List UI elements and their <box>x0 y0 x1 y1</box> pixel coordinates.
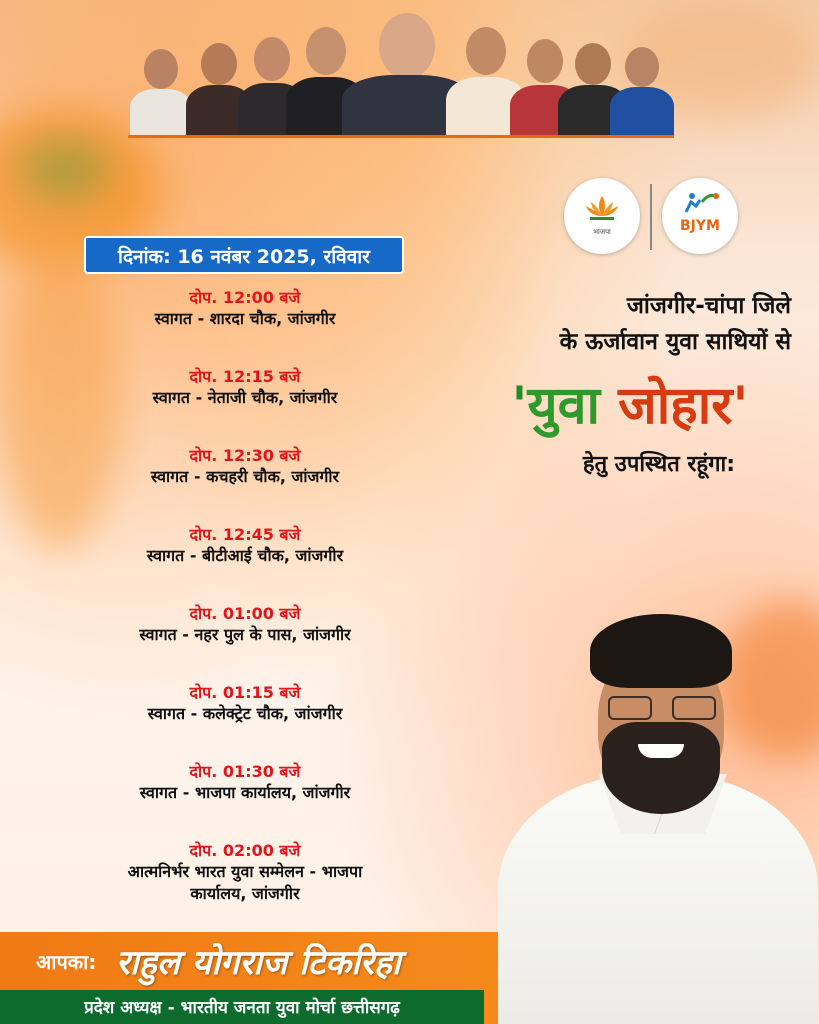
speaker-name: राहुल योगराज टिकरिहा <box>116 943 401 983</box>
schedule-place: स्वागत - नेताजी चौक, जांजगीर <box>152 388 338 407</box>
bjp-logo <box>564 178 640 254</box>
lotus-icon <box>584 194 620 224</box>
schedule-time: दोप. 12:30 बजे <box>189 446 301 465</box>
schedule-item <box>60 604 430 683</box>
footer-banner <box>0 932 498 1024</box>
schedule-item <box>60 288 430 367</box>
designation-strip <box>0 990 484 1024</box>
schedule-item <box>60 446 430 525</box>
schedule-place: स्वागत - भाजपा कार्यालय, जांजगीर <box>139 783 351 802</box>
quote-open: ' <box>511 376 528 436</box>
background-flag-blur <box>20 140 110 200</box>
speaker-designation: प्रदेश अध्यक्ष - भारतीय जनता युवा मोर्चा छत्तीसगढ़ <box>84 998 400 1018</box>
bjym-logo <box>662 178 738 254</box>
johar-word: जोहार <box>618 376 733 436</box>
schedule-item <box>60 841 430 920</box>
yuva-word: युवा <box>527 376 601 436</box>
schedule-time: दोप. 01:00 बजे <box>189 604 301 623</box>
schedule-time: दोप. 12:00 बजे <box>189 288 301 307</box>
schedule-time: दोप. 01:15 बजे <box>189 683 301 702</box>
headline-line-3: हेतु उपस्थित रहूंगा: <box>582 452 735 477</box>
quote-close: ' <box>732 376 749 436</box>
leader-photo <box>130 49 192 135</box>
speaker-photo <box>490 604 819 1024</box>
schedule-item <box>60 762 430 841</box>
date-badge: दिनांक: 16 नवंबर 2025, रविवार <box>84 236 404 274</box>
schedule-time: दोप. 01:30 बजे <box>189 762 301 781</box>
yuva-johar-title <box>440 372 819 440</box>
leader-photo <box>610 47 674 135</box>
schedule-place-continued: कार्यालय, जांजगीर <box>190 884 300 903</box>
bjym-logo-text: BJYM <box>680 218 720 234</box>
logo-divider <box>650 184 652 250</box>
footer-label: आपका: <box>36 950 97 974</box>
headline-line-2: के ऊर्जावान युवा साथियों से <box>559 329 791 355</box>
leaders-photo-strip <box>128 14 674 138</box>
schedule-place: आत्मनिर्भर भारत युवा सम्मेलन - भाजपा <box>127 862 363 881</box>
schedule-time: दोप. 12:15 बजे <box>189 367 301 386</box>
schedule-place: स्वागत - नहर पुल के पास, जांजगीर <box>139 625 351 644</box>
headline-line-1: जांजगीर-चांपा जिले <box>626 293 791 319</box>
schedule-list <box>60 288 430 920</box>
leaders-underline <box>128 135 674 138</box>
schedule-place: स्वागत - शारदा चौक, जांजगीर <box>154 309 336 328</box>
schedule-place: स्वागत - कचहरी चौक, जांजगीर <box>150 467 340 486</box>
schedule-time: दोप. 12:45 बजे <box>189 525 301 544</box>
schedule-place: स्वागत - कलेक्ट्रेट चौक, जांजगीर <box>147 704 343 723</box>
schedule-item <box>60 525 430 604</box>
schedule-place: स्वागत - बीटीआई चौक, जांजगीर <box>146 546 344 565</box>
bjp-logo-tagline: भाजपा <box>593 228 611 236</box>
schedule-item <box>60 683 430 762</box>
schedule-item <box>60 367 430 446</box>
schedule-time: दोप. 02:00 बजे <box>189 841 301 860</box>
runner-icon <box>680 192 720 216</box>
